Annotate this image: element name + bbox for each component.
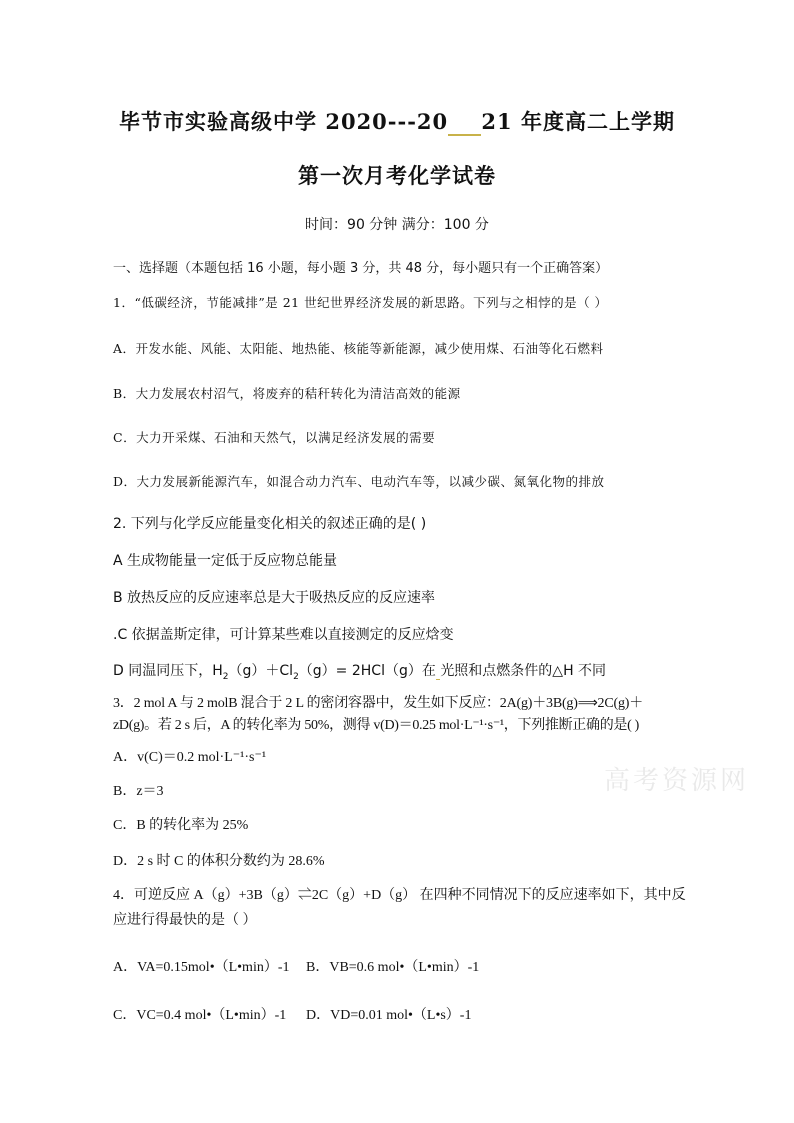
q1-option-d: D．大力发展新能源汽车，如混合动力汽车、电动汽车等，以减少碳、氮氧化物的排放 (113, 474, 605, 489)
q2-option-a: A 生成物能量一定低于反应物总能量 (113, 553, 338, 569)
q4-stem-line2: 应进行得最快的是（ ） (113, 913, 257, 928)
q1-option-c: C．大力开采煤、石油和天然气，以满足经济发展的需要 (113, 430, 436, 445)
watermark-logo: 高考资源网 (604, 766, 750, 796)
q4-option-c: C．VC=0.4 mol•（L•min）-1 (113, 1008, 287, 1023)
q1-option-b: B．大力发展农村沼气，将废弃的秸秆转化为清洁高效的能源 (113, 386, 461, 401)
exam-title-line2: 第一次月考化学试卷 (298, 163, 496, 188)
q3-option-a: A．v(C)＝0.2 mol·L⁻¹·s⁻¹ (113, 750, 267, 765)
q3-stem-line1: 3．2 mol A 与 2 molB 混合于 2 L 的密闭容器中，发生如下反应：2A(g)＋3B(g)⟹2C(g)＋ (113, 696, 644, 711)
q2-option-b: B 放热反应的反应速率总是大于吸热反应的反应速率 (113, 590, 436, 606)
q4-stem-line1: 4．可逆反应 A（g）+3B（g）⇌2C（g）+D（g） 在四种不同情况下的反应速率如下，其中反 (113, 888, 686, 903)
q4-option-a: A．VA=0.15mol•（L•min）-1 (113, 960, 290, 975)
section-heading: 一、选择题（本题包括 16 小题，每小题 3 分，共 48 分，每小题只有一个正确答案） (113, 261, 609, 276)
q2-option-c: .C 依据盖斯定律，可计算某些难以直接测定的反应焓变 (113, 627, 454, 643)
q3-option-d: D．2 s 时 C 的体积分数约为 28.6% (113, 854, 325, 869)
q1-stem: 1．“低碳经济，节能减排”是 21 世纪世界经济发展的新思路。下列与之相悖的是（ ） (113, 295, 608, 310)
q3-stem-line2: zD(g)。若 2 s 后，A 的转化率为 50%，测得 v(D)＝0.25 mol·L⁻¹·s⁻¹，下列推断正确的是( ) (113, 718, 640, 733)
q4-option-d: D．VD=0.01 mol•（L•s）-1 (306, 1008, 472, 1023)
q3-option-c: C．B 的转化率为 25% (113, 818, 249, 833)
q2-option-d: D 同温同压下，$H_2(g)+Cl_2(g)= 2HCl(g)$在 光照和点燃条件的△H 不同 (113, 663, 607, 682)
exam-time-info: 时间：90 分钟 满分：100 分 (305, 217, 489, 233)
q4-option-b: B．VB=0.6 mol•（L•min）-1 (306, 960, 480, 975)
exam-title-line1: 毕节市实验高级中学 2020---20 21 年度高二上学期 (119, 109, 675, 134)
q2-stem: 2. 下列与化学反应能量变化相关的叙述正确的是( ) (113, 516, 427, 532)
q3-option-b: B．z＝3 (113, 784, 164, 799)
q1-option-a: A．开发水能、风能、太阳能、地热能、核能等新能源，减少使用煤、石油等化石燃料 (113, 341, 604, 356)
